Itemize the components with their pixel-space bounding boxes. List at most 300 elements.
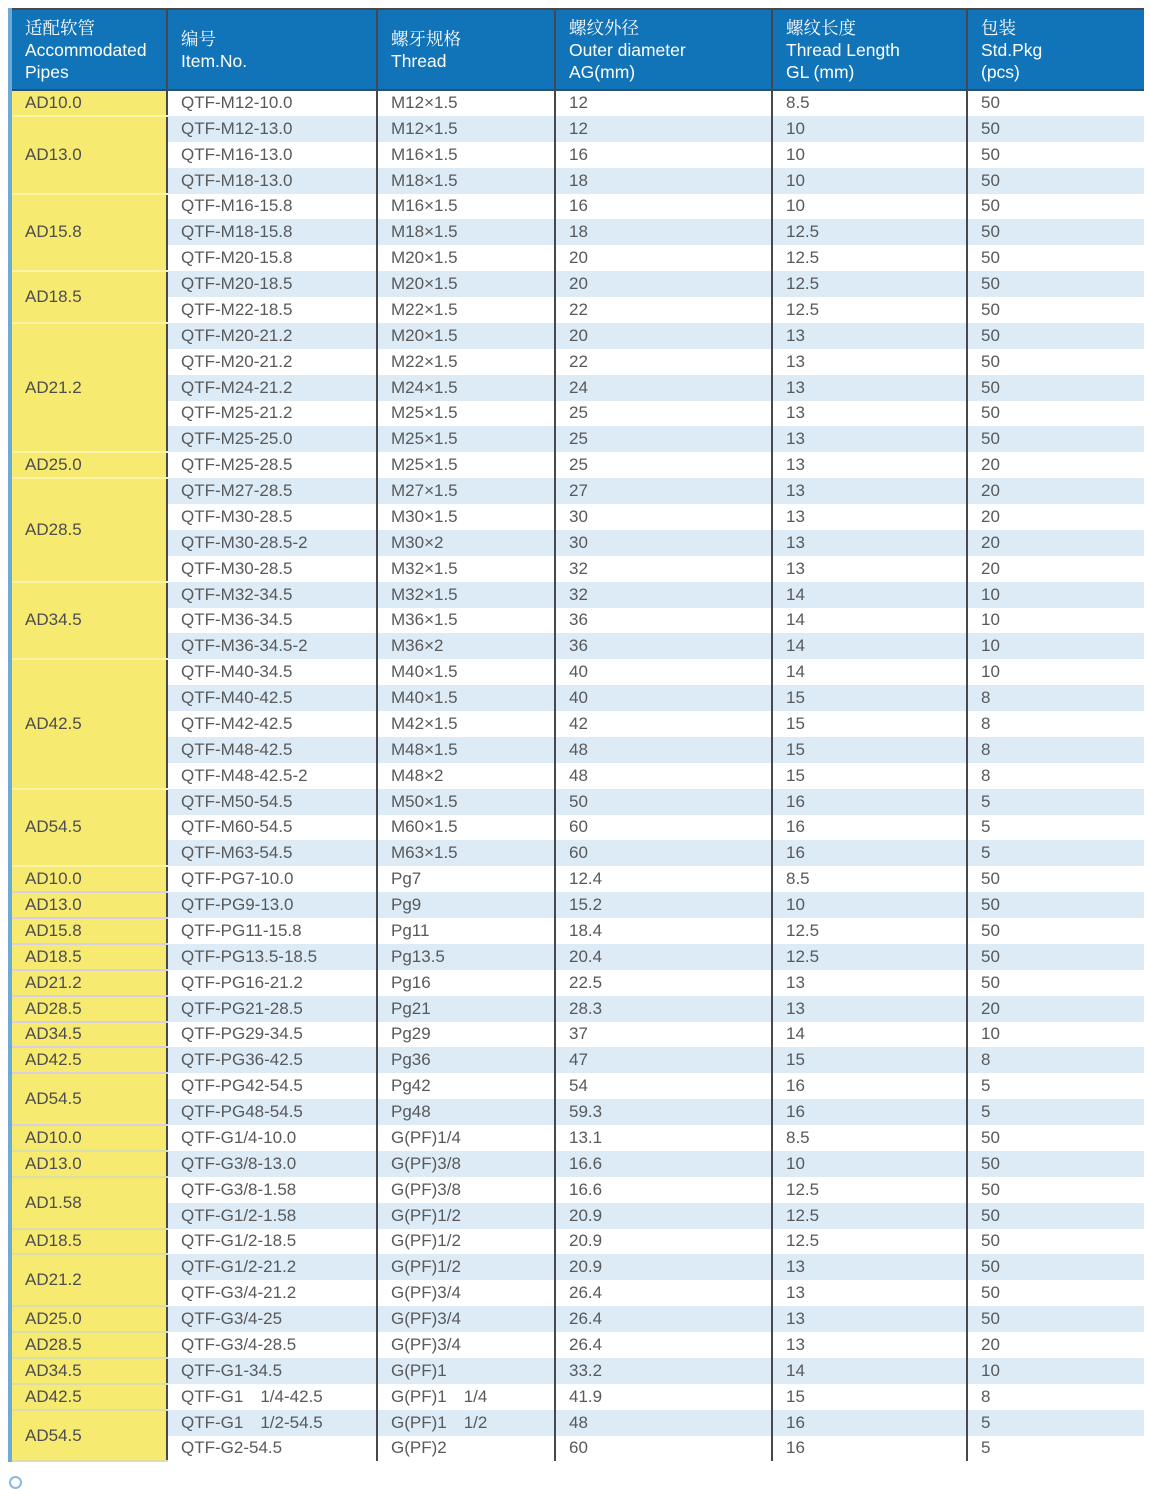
thread-length-cell: 10 [772,116,967,142]
thread-cell: M25×1.5 [377,426,555,452]
item-no-cell: QTF-M63-54.5 [167,840,377,866]
std-pkg-cell: 50 [967,323,1144,349]
table-row [10,323,1144,349]
outer-diameter-cell: 50 [555,789,772,815]
table-row [10,142,1144,168]
std-pkg-cell: 5 [967,789,1144,815]
item-no-cell: QTF-M30-28.5-2 [167,530,377,556]
std-pkg-cell: 50 [967,142,1144,168]
thread-cell: M40×1.5 [377,659,555,685]
thread-length-cell: 13 [772,970,967,996]
thread-cell: M60×1.5 [377,815,555,841]
thread-length-cell: 16 [772,1099,967,1125]
item-no-cell: QTF-G1/2-1.58 [167,1203,377,1229]
table-row [10,375,1144,401]
thread-length-cell: 16 [772,1436,967,1462]
pipe-group-cell: AD13.0 [10,892,167,918]
outer-diameter-cell: 20.4 [555,944,772,970]
thread-length-cell: 14 [772,608,967,634]
header-line: GL (mm) [786,61,855,82]
thread-cell: M48×1.5 [377,737,555,763]
header-line: 螺纹外径 [569,17,639,38]
thread-cell: M22×1.5 [377,297,555,323]
outer-diameter-cell: 20.9 [555,1254,772,1280]
pipe-group-cell: AD34.5 [10,1022,167,1048]
outer-diameter-cell: 28.3 [555,996,772,1022]
item-no-cell: QTF-M24-21.2 [167,375,377,401]
item-no-cell: QTF-G1/2-21.2 [167,1254,377,1280]
item-no-cell: QTF-M25-28.5 [167,452,377,478]
thread-cell: M20×1.5 [377,271,555,297]
std-pkg-cell: 10 [967,659,1144,685]
outer-diameter-cell: 16.6 [555,1151,772,1177]
std-pkg-cell: 50 [967,1203,1144,1229]
thread-length-cell: 15 [772,685,967,711]
std-pkg-cell: 10 [967,1022,1144,1048]
thread-cell: M22×1.5 [377,349,555,375]
outer-diameter-cell: 20.9 [555,1229,772,1255]
pipe-group-cell: AD21.2 [10,1254,167,1306]
table-row [10,763,1144,789]
footnote-circle-icon [9,1476,22,1489]
pipe-group-cell: AD18.5 [10,944,167,970]
thread-length-cell: 13 [772,1254,967,1280]
thread-length-cell: 12.5 [772,271,967,297]
outer-diameter-cell: 12 [555,116,772,142]
item-no-cell: QTF-PG36-42.5 [167,1047,377,1073]
std-pkg-cell: 50 [967,866,1144,892]
thread-length-cell: 16 [772,1073,967,1099]
std-pkg-cell: 10 [967,633,1144,659]
std-pkg-cell: 5 [967,1436,1144,1462]
item-no-cell: QTF-M32-34.5 [167,582,377,608]
std-pkg-cell: 50 [967,426,1144,452]
outer-diameter-cell: 22.5 [555,970,772,996]
thread-cell: Pg21 [377,996,555,1022]
table-row [10,659,1144,685]
thread-cell: Pg29 [377,1022,555,1048]
std-pkg-cell: 50 [967,1125,1144,1151]
thread-cell: G(PF)3/8 [377,1151,555,1177]
thread-cell: Pg9 [377,892,555,918]
std-pkg-cell: 50 [967,1306,1144,1332]
outer-diameter-cell: 40 [555,685,772,711]
thread-length-cell: 13 [772,1332,967,1358]
thread-cell: M30×2 [377,530,555,556]
thread-length-cell: 14 [772,1022,967,1048]
thread-length-cell: 13 [772,478,967,504]
header-row [10,9,1144,90]
pipe-group-cell: AD1.58 [10,1177,167,1229]
thread-length-cell: 13 [772,1306,967,1332]
outer-diameter-cell: 24 [555,375,772,401]
pipe-group-cell: AD54.5 [10,1410,167,1462]
item-no-cell: QTF-M12-13.0 [167,116,377,142]
thread-cell: G(PF)1/2 [377,1203,555,1229]
table-row [10,1151,1144,1177]
header-line: 螺牙规格 [391,28,461,49]
table-body [10,90,1144,1461]
thread-cell: G(PF)3/4 [377,1332,555,1358]
outer-diameter-cell: 60 [555,815,772,841]
thread-length-cell: 15 [772,737,967,763]
std-pkg-cell: 20 [967,530,1144,556]
thread-length-cell: 12.5 [772,219,967,245]
pipe-group-cell: AD21.2 [10,970,167,996]
std-pkg-cell: 5 [967,1099,1144,1125]
item-no-cell: QTF-M20-21.2 [167,323,377,349]
pipe-group-cell: AD34.5 [10,582,167,660]
pipe-group-cell: AD25.0 [10,1306,167,1332]
pipe-group-cell: AD25.0 [10,452,167,478]
pipe-group-cell: AD34.5 [10,1358,167,1384]
header-line: 包装 [981,17,1016,38]
thread-length-cell: 10 [772,142,967,168]
outer-diameter-cell: 37 [555,1022,772,1048]
std-pkg-cell: 20 [967,996,1144,1022]
std-pkg-cell: 20 [967,556,1144,582]
std-pkg-cell: 20 [967,478,1144,504]
pipe-group-cell: AD21.2 [10,323,167,452]
item-no-cell: QTF-M20-21.2 [167,349,377,375]
table-row [10,608,1144,634]
outer-diameter-cell: 42 [555,711,772,737]
std-pkg-cell: 50 [967,401,1144,427]
table-row [10,944,1144,970]
std-pkg-cell: 50 [967,1229,1144,1255]
thread-cell: M36×2 [377,633,555,659]
pipe-group-cell: AD15.8 [10,918,167,944]
thread-length-cell: 12.5 [772,297,967,323]
thread-cell: Pg48 [377,1099,555,1125]
thread-cell: Pg7 [377,866,555,892]
pipe-group-cell: AD54.5 [10,789,167,867]
outer-diameter-cell: 30 [555,504,772,530]
table-row [10,1254,1144,1280]
item-no-cell: QTF-G1-34.5 [167,1358,377,1384]
std-pkg-cell: 5 [967,1073,1144,1099]
table-header [10,9,1144,90]
table-row [10,194,1144,220]
header-line: (pcs) [981,61,1020,82]
item-no-cell: QTF-M40-34.5 [167,659,377,685]
table-row [10,1073,1144,1099]
item-no-cell: QTF-G1/4-10.0 [167,1125,377,1151]
table-row [10,685,1144,711]
std-pkg-cell: 50 [967,1177,1144,1203]
std-pkg-cell: 5 [967,815,1144,841]
outer-diameter-cell: 32 [555,582,772,608]
item-no-cell: QTF-G1/2-18.5 [167,1229,377,1255]
header-line: Thread [391,50,447,71]
std-pkg-cell: 50 [967,892,1144,918]
thread-cell: G(PF)1/4 [377,1125,555,1151]
pipe-group-cell: AD28.5 [10,1332,167,1358]
pipe-group-cell: AD13.0 [10,1151,167,1177]
outer-diameter-cell: 12.4 [555,866,772,892]
outer-diameter-cell: 22 [555,349,772,375]
table-row [10,1022,1144,1048]
pipe-group-cell: AD18.5 [10,1229,167,1255]
item-no-cell: QTF-G2-54.5 [167,1436,377,1462]
table-row [10,1125,1144,1151]
table-row [10,168,1144,194]
table-row [10,892,1144,918]
item-no-cell: QTF-M20-15.8 [167,245,377,271]
item-no-cell: QTF-PG11-15.8 [167,918,377,944]
header-line: 螺纹长度 [786,17,856,38]
std-pkg-cell: 8 [967,685,1144,711]
outer-diameter-cell: 25 [555,401,772,427]
std-pkg-cell: 50 [967,90,1144,116]
thread-cell: M27×1.5 [377,478,555,504]
item-no-cell: QTF-M30-28.5 [167,556,377,582]
item-no-cell: QTF-M48-42.5-2 [167,763,377,789]
std-pkg-cell: 5 [967,840,1144,866]
thread-length-cell: 13 [772,323,967,349]
std-pkg-cell: 8 [967,763,1144,789]
thread-cell: M40×1.5 [377,685,555,711]
table-row [10,478,1144,504]
thread-length-cell: 16 [772,815,967,841]
pipe-group-cell: AD54.5 [10,1073,167,1125]
std-pkg-cell: 50 [967,1280,1144,1306]
thread-cell: M16×1.5 [377,194,555,220]
table-row [10,1384,1144,1410]
outer-diameter-cell: 18 [555,168,772,194]
thread-length-cell: 10 [772,194,967,220]
thread-cell: Pg13.5 [377,944,555,970]
thread-cell: Pg42 [377,1073,555,1099]
thread-cell: G(PF)1 [377,1358,555,1384]
table-row [10,1358,1144,1384]
thread-length-cell: 10 [772,1151,967,1177]
product-spec-table [8,8,1144,1462]
table-row [10,918,1144,944]
item-no-cell: QTF-M60-54.5 [167,815,377,841]
item-no-cell: QTF-PG48-54.5 [167,1099,377,1125]
table-row [10,1177,1144,1203]
outer-diameter-cell: 48 [555,737,772,763]
header-line: Thread Length [786,39,900,60]
item-no-cell: QTF-PG7-10.0 [167,866,377,892]
outer-diameter-cell: 15.2 [555,892,772,918]
std-pkg-cell: 20 [967,1332,1144,1358]
outer-diameter-cell: 18.4 [555,918,772,944]
thread-length-cell: 13 [772,530,967,556]
item-no-cell: QTF-M30-28.5 [167,504,377,530]
outer-diameter-cell: 12 [555,90,772,116]
thread-cell: M12×1.5 [377,90,555,116]
thread-cell: M32×1.5 [377,556,555,582]
table-row [10,633,1144,659]
thread-cell: M25×1.5 [377,452,555,478]
pipe-group-cell: AD15.8 [10,194,167,272]
std-pkg-cell: 50 [967,219,1144,245]
thread-length-cell: 8.5 [772,866,967,892]
thread-cell: M12×1.5 [377,116,555,142]
thread-length-cell: 12.5 [772,1229,967,1255]
thread-length-cell: 8.5 [772,90,967,116]
thread-cell: G(PF)3/4 [377,1306,555,1332]
pipe-group-cell: AD18.5 [10,271,167,323]
item-no-cell: QTF-M22-18.5 [167,297,377,323]
outer-diameter-cell: 41.9 [555,1384,772,1410]
thread-length-cell: 13 [772,1280,967,1306]
table-row [10,452,1144,478]
item-no-cell: QTF-M16-15.8 [167,194,377,220]
std-pkg-cell: 10 [967,1358,1144,1384]
std-pkg-cell: 50 [967,375,1144,401]
item-no-cell: QTF-PG16-21.2 [167,970,377,996]
thread-cell: M32×1.5 [377,582,555,608]
pipe-group-cell: AD28.5 [10,478,167,582]
std-pkg-cell: 10 [967,582,1144,608]
outer-diameter-cell: 16.6 [555,1177,772,1203]
header-line: Accommodated [25,39,147,60]
item-no-cell: QTF-M25-21.2 [167,401,377,427]
table-row [10,116,1144,142]
thread-cell: M20×1.5 [377,245,555,271]
item-no-cell: QTF-M18-15.8 [167,219,377,245]
outer-diameter-cell: 16 [555,142,772,168]
thread-length-cell: 13 [772,349,967,375]
item-no-cell: QTF-M36-34.5-2 [167,633,377,659]
thread-cell: G(PF)3/4 [377,1280,555,1306]
thread-length-cell: 14 [772,582,967,608]
outer-diameter-cell: 40 [555,659,772,685]
item-no-cell: QTF-G3/8-1.58 [167,1177,377,1203]
table-row [10,866,1144,892]
thread-length-cell: 16 [772,840,967,866]
thread-cell: G(PF)1/2 [377,1229,555,1255]
outer-diameter-cell: 26.4 [555,1306,772,1332]
column-header-item-no [167,9,377,90]
outer-diameter-cell: 48 [555,763,772,789]
table-row [10,582,1144,608]
table-row [10,1229,1144,1255]
table-row [10,1410,1144,1436]
outer-diameter-cell: 60 [555,1436,772,1462]
item-no-cell: QTF-PG9-13.0 [167,892,377,918]
thread-cell: M18×1.5 [377,219,555,245]
item-no-cell: QTF-G3/4-21.2 [167,1280,377,1306]
item-no-cell: QTF-PG42-54.5 [167,1073,377,1099]
table-row [10,840,1144,866]
thread-length-cell: 16 [772,1410,967,1436]
header-line: Std.Pkg [981,39,1043,60]
std-pkg-cell: 50 [967,168,1144,194]
std-pkg-cell: 10 [967,608,1144,634]
table-row [10,1306,1144,1332]
item-no-cell: QTF-G3/4-28.5 [167,1332,377,1358]
thread-length-cell: 13 [772,996,967,1022]
item-no-cell: QTF-M16-13.0 [167,142,377,168]
table-row [10,297,1144,323]
pipe-group-cell: AD28.5 [10,996,167,1022]
thread-length-cell: 14 [772,1358,967,1384]
thread-length-cell: 8.5 [772,1125,967,1151]
pipe-group-cell: AD10.0 [10,1125,167,1151]
header-line: Pipes [25,61,69,82]
table-row [10,996,1144,1022]
table-row [10,1203,1144,1229]
thread-length-cell: 12.5 [772,1177,967,1203]
outer-diameter-cell: 20 [555,245,772,271]
outer-diameter-cell: 20.9 [555,1203,772,1229]
table-row [10,90,1144,116]
outer-diameter-cell: 33.2 [555,1358,772,1384]
std-pkg-cell: 50 [967,1151,1144,1177]
item-no-cell: QTF-M27-28.5 [167,478,377,504]
header-line: Outer diameter [569,39,686,60]
std-pkg-cell: 8 [967,1047,1144,1073]
std-pkg-cell: 50 [967,297,1144,323]
pipe-group-cell: AD42.5 [10,659,167,788]
outer-diameter-cell: 54 [555,1073,772,1099]
item-no-cell: QTF-M42-42.5 [167,711,377,737]
std-pkg-cell: 20 [967,504,1144,530]
thread-length-cell: 12.5 [772,245,967,271]
outer-diameter-cell: 26.4 [555,1280,772,1306]
item-no-cell: QTF-M12-10.0 [167,90,377,116]
thread-cell: G(PF)2 [377,1436,555,1462]
outer-diameter-cell: 36 [555,608,772,634]
outer-diameter-cell: 27 [555,478,772,504]
item-no-cell: QTF-PG21-28.5 [167,996,377,1022]
item-no-cell: QTF-M50-54.5 [167,789,377,815]
std-pkg-cell: 8 [967,737,1144,763]
thread-cell: G(PF)1 1/4 [377,1384,555,1410]
table-row [10,1332,1144,1358]
outer-diameter-cell: 25 [555,426,772,452]
std-pkg-cell: 50 [967,116,1144,142]
thread-cell: M30×1.5 [377,504,555,530]
header-line: AG(mm) [569,61,636,82]
table-row [10,556,1144,582]
outer-diameter-cell: 20 [555,323,772,349]
table-row [10,245,1144,271]
thread-length-cell: 13 [772,452,967,478]
thread-length-cell: 12.5 [772,918,967,944]
pipe-group-cell: AD10.0 [10,866,167,892]
thread-cell: M18×1.5 [377,168,555,194]
table-row [10,1047,1144,1073]
thread-length-cell: 13 [772,426,967,452]
item-no-cell: QTF-G3/4-25 [167,1306,377,1332]
std-pkg-cell: 50 [967,918,1144,944]
item-no-cell: QTF-G3/8-13.0 [167,1151,377,1177]
std-pkg-cell: 20 [967,452,1144,478]
thread-length-cell: 12.5 [772,944,967,970]
outer-diameter-cell: 48 [555,1410,772,1436]
thread-length-cell: 14 [772,633,967,659]
item-no-cell: QTF-M20-18.5 [167,271,377,297]
item-no-cell: QTF-G1 1/2-54.5 [167,1410,377,1436]
thread-length-cell: 12.5 [772,1203,967,1229]
table-row [10,530,1144,556]
thread-length-cell: 15 [772,711,967,737]
table-row [10,504,1144,530]
thread-cell: M20×1.5 [377,323,555,349]
table-row [10,970,1144,996]
thread-length-cell: 15 [772,1384,967,1410]
thread-cell: M63×1.5 [377,840,555,866]
pipe-group-cell: AD13.0 [10,116,167,194]
thread-cell: Pg16 [377,970,555,996]
outer-diameter-cell: 47 [555,1047,772,1073]
thread-length-cell: 10 [772,892,967,918]
